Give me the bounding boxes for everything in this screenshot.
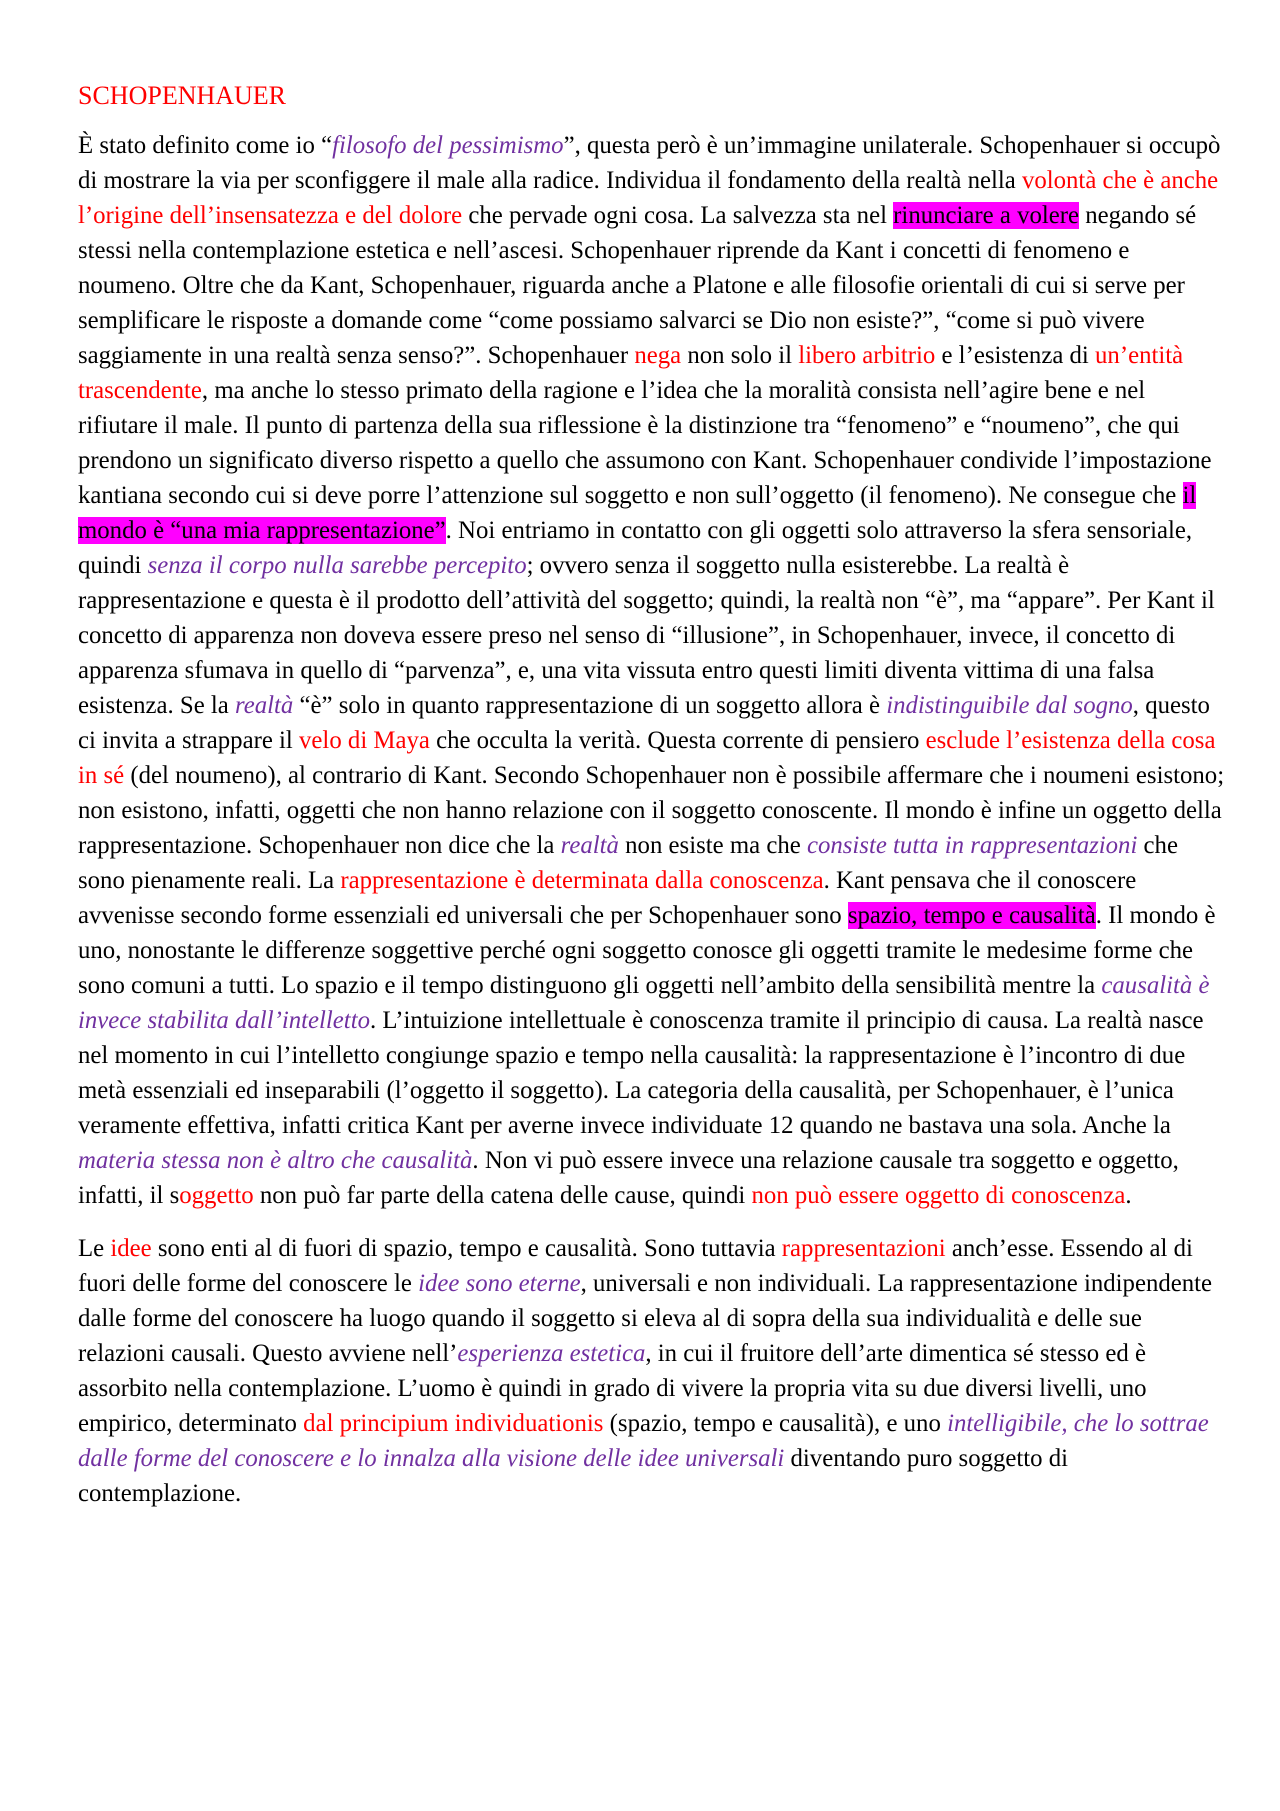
purple-italic-text: indistinguibile dal sogno	[886, 692, 1133, 719]
paragraph-1	[78, 128, 1228, 1213]
red-text: esclude l’esistenza della cosa in sé	[78, 727, 1216, 789]
text-run: . Kant pensava che il conoscere avvenisse secondo forme essenziali ed universali che per Schopenhauer sono	[78, 867, 1137, 929]
text-run: non può far parte della catena delle cause, quindi	[253, 1182, 752, 1209]
text-run: , ma anche lo stesso primato della ragione e l’idea che la moralità consista nell’agire bene e nel rifiutare il male. Il punto di partenza della sua riflessione è la distinzione tra “fenomeno” e “noumeno”, che qui prendono un significato diverso rispetto a quello che assumono con Kant. Schopenhauer condivide l’impostazione kantiana secondo cui si deve porre l’attenzione sul soggetto e non sull’oggetto (il fenomeno). Ne consegue che	[78, 377, 1212, 509]
text-run: (spazio, tempo e causalità), e uno	[603, 1410, 948, 1437]
text-run: (del noumeno), al contrario di Kant. Secondo Schopenhauer non è possibile affermare che i noumeni esistono; non esistono, infatti, oggetti che non hanno relazione con il soggetto conoscente. Il mondo è infine un oggetto della rappresentazione. Schopenhauer non dice che la	[78, 762, 1225, 859]
text-run: È stato definito come io “	[78, 132, 333, 159]
text-run: , in cui il fruitore dell’arte dimentica sé stesso ed è assorbito nella contemplazione. L’uomo è quindi in grado di vivere la propria vita su due diversi livelli, uno empirico, determinato	[78, 1340, 1147, 1437]
purple-italic-text: materia stessa non è altro che causalità	[78, 1147, 473, 1174]
purple-italic-text: consiste tutta in rappresentazioni	[806, 832, 1138, 859]
text-run: . Non vi può essere invece una relazione causale tra soggetto e oggetto, infatti, il s	[78, 1147, 1179, 1209]
text-run: non esiste ma che	[618, 832, 807, 859]
highlighted-text: spazio, tempo e causalità	[847, 902, 1096, 929]
red-text: idee	[110, 1235, 152, 1262]
text-run: diventando puro soggetto di contemplazione.	[78, 1445, 1069, 1507]
text-run: negando sé stessi nella contemplazione estetica e nell’ascesi. Schopenhauer riprende da Kant i concetti di fenomeno e noumeno. Oltre che da Kant, Schopenhauer, riguarda anche a Platone e alle filosofie orientali di cui si serve per semplificare le risposte a domande come “come possiamo salvarci se Dio non esiste?”, “come si può vivere saggiamente in una realtà senza senso?”. Schopenhauer	[78, 202, 1197, 369]
highlighted-text: il mondo è “una mia rappresentazione”	[78, 482, 1197, 544]
highlighted-text: rinunciare a volere	[893, 202, 1080, 229]
red-text: volontà che è anche l’origine dell’insensatezza e del dolore	[78, 167, 1219, 229]
text-run: ; ovvero senza il soggetto nulla esisterebbe. La realtà è rappresentazione e questa è il prodotto dell’attività del soggetto; quindi, la realtà non “è”, ma “appare”. Per Kant il concetto di apparenza non doveva essere preso nel senso di “illusione”, in Schopenhauer, invece, il concetto di apparenza sfumava in quello di “parvenza”, e, una vita vissuta entro questi limiti diventa vittima di una falsa esistenza. Se la	[78, 552, 1215, 719]
red-text: velo di Maya	[299, 727, 430, 754]
text-run: Le	[78, 1235, 111, 1262]
red-text: non può essere oggetto di conoscenza	[751, 1182, 1126, 1209]
text-run: che sono pienamente reali. La	[78, 832, 1178, 894]
purple-italic-text: senza il corpo nulla sarebbe percepito	[147, 552, 527, 579]
text-run: sono enti al di fuori di spazio, tempo e causalità. Sono tuttavia	[151, 1235, 782, 1262]
paragraph-2	[78, 1231, 1228, 1511]
text-run: , universali e non individuali. La rappresentazione indipendente dalle forme del conoscere ha luogo quando il soggetto si eleva al di sopra della sua individualità e delle sue relazioni causali. Questo avviene nell’	[78, 1270, 1213, 1367]
purple-italic-text: realtà	[235, 692, 294, 719]
purple-italic-text: esperienza estetica	[457, 1340, 646, 1367]
red-text: rappresentazioni	[781, 1235, 946, 1262]
text-run: . Noi entriamo in contatto con gli oggetti solo attraverso la sfera sensoriale, quindi	[78, 517, 1193, 579]
text-run: , questo ci invita a strappare il	[78, 692, 1210, 754]
red-text: libero arbitrio	[798, 342, 936, 369]
red-text: oggetto	[179, 1182, 254, 1209]
purple-italic-text: intelligibile, che lo sottrae dalle forme del conoscere e lo innalza alla visione delle idee universali	[78, 1410, 1209, 1472]
text-run: non solo il	[681, 342, 799, 369]
text-run: . Il mondo è uno, nonostante le differenze soggettive perché ogni soggetto conosce gli oggetti tramite le medesime forme che sono comuni a tutti. Lo spazio e il tempo distinguono gli oggetti nell’ambito della sensibilità mentre la	[78, 902, 1216, 999]
text-run: anch’esse. Essendo al di fuori delle forme del conoscere le	[78, 1235, 1193, 1297]
red-text: un’entità trascendente	[78, 342, 1184, 404]
text-run: ”, questa però è un’immagine unilaterale. Schopenhauer si occupò di mostrare la via per sconfiggere il male alla radice. Individua il fondamento della realtà nella	[78, 132, 1221, 194]
document-page	[78, 78, 1228, 1511]
text-run: . L’intuizione intellettuale è conoscenza tramite il principio di causa. La realtà nasce nel momento in cui l’intelletto congiunge spazio e tempo nella causalità: la rappresentazione è l’incontro di due metà essenziali ed inseparabili (l’oggetto il soggetto). La categoria della causalità, per Schopenhauer, è l’unica veramente effettiva, infatti critica Kant per averne invece individuate 12 quando ne bastava una sola. Anche la	[78, 1007, 1204, 1139]
text-run: e l’esistenza di	[935, 342, 1096, 369]
page-title: SCHOPENHAUER	[78, 81, 287, 110]
red-text: nega	[634, 342, 682, 369]
purple-italic-text: filosofo del pessimismo	[332, 132, 564, 159]
purple-italic-text: realtà	[560, 832, 619, 859]
purple-italic-text: causalità è invece stabilita dall’intelletto	[78, 972, 1210, 1034]
red-text: rappresentazione è determinata dalla conoscenza	[340, 867, 824, 894]
text-run: .	[1125, 1182, 1132, 1209]
purple-italic-text: idee sono eterne	[418, 1270, 581, 1297]
text-run: che pervade ogni cosa. La salvezza sta nel	[462, 202, 894, 229]
text-run: che occulta la verità. Questa corrente di pensiero	[429, 727, 926, 754]
text-run: “è” solo in quanto rappresentazione di un soggetto allora è	[293, 692, 887, 719]
red-text: dal principium individuationis	[303, 1410, 604, 1437]
